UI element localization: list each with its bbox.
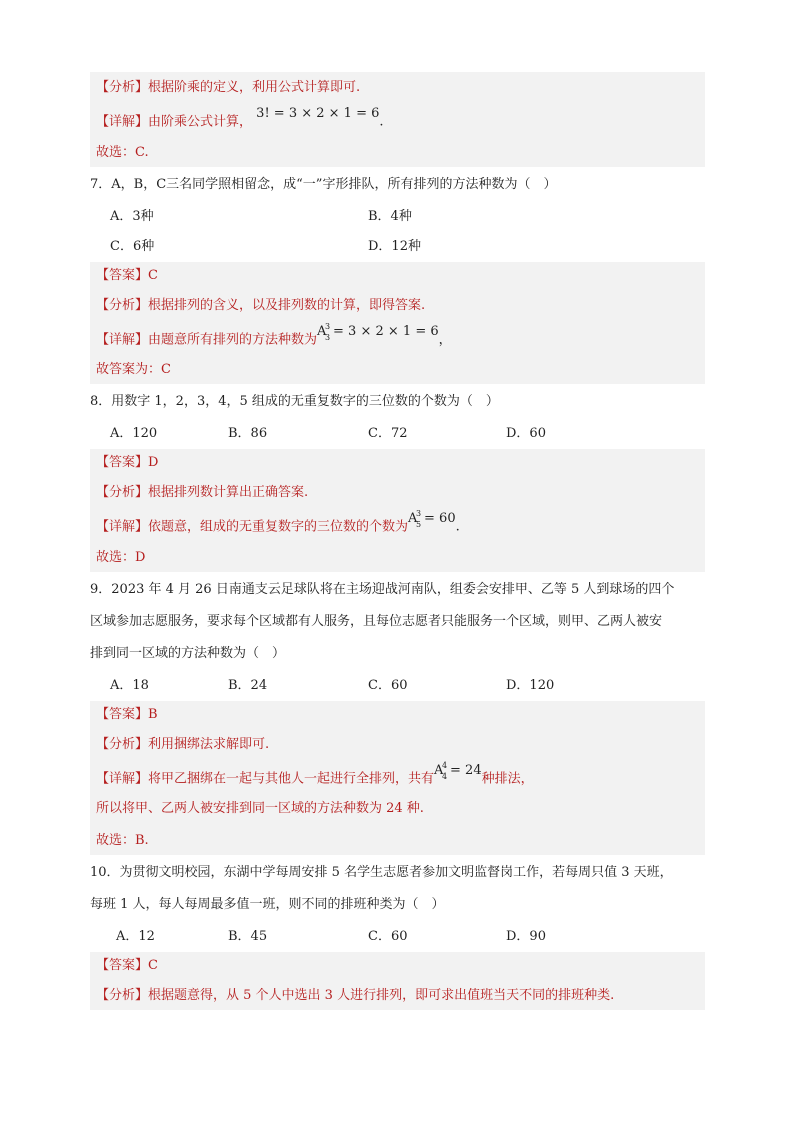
choice-line: 故选：C.	[96, 144, 149, 160]
q7-solution	[90, 262, 705, 385]
question-stem-line-3: 排到同一区域的方法种数为（ ）	[90, 645, 286, 661]
q9-solution	[90, 701, 705, 856]
option-d: D．120	[506, 677, 555, 693]
answer-value: C	[148, 958, 158, 973]
q8-solution	[90, 449, 705, 572]
permutation-formula	[408, 509, 456, 529]
analysis-text: 根据排列数计算出正确答案.	[148, 485, 309, 500]
option-d: D．90	[506, 929, 546, 944]
analysis-text: 利用捆绑法求解即可.	[148, 736, 270, 752]
option-c: C．60	[368, 929, 408, 944]
answer-tag: 【答案】	[96, 706, 149, 722]
detail-tag: 【详解】	[96, 114, 149, 130]
detail-tag: 【详解】	[96, 519, 149, 535]
q10-solution	[90, 952, 705, 1010]
choice-line: 故答案为：C	[96, 362, 171, 377]
option-c: C．60	[368, 677, 408, 693]
perm-sup: 3	[325, 321, 331, 331]
formula-rest: = 3 × 2 × 1 = 6	[333, 323, 439, 339]
option-d: D．12种	[368, 238, 421, 254]
perm-sub: 4	[442, 771, 448, 781]
detail-tag: 【详解】	[96, 771, 149, 786]
options-row	[90, 925, 705, 945]
options-row	[90, 422, 705, 442]
detail-text: 将甲乙捆绑在一起与其他人一起进行全排列，共有	[148, 771, 435, 786]
factorial-formula: 3! = 3 × 2 × 1 = 6	[256, 106, 380, 121]
perm-base: A	[434, 762, 444, 778]
detail-end: ，	[438, 332, 452, 347]
question-stem-line-1: 10．为贯彻文明校园，东湖中学每周安排 5 名学生志愿者参加文明监督岗工作，若每周只值 3 天班，	[90, 865, 673, 880]
answer-value: D	[148, 455, 159, 470]
option-b: B．86	[228, 426, 268, 441]
answer-value: B	[148, 706, 158, 722]
question-stem-line-1: 9．2023 年 4 月 26 日南通支云足球队将在主场迎战河南队，组委会安排甲、乙等 5 人到球场的四个	[90, 581, 675, 597]
options-row-2	[90, 235, 705, 255]
option-c: C．6种	[110, 238, 155, 254]
detail-end: 种排法，	[481, 771, 534, 786]
detail-line-2: 所以将甲、乙两人被安排到同一区域的方法种数为 24 种.	[96, 801, 424, 816]
option-b: B．24	[228, 677, 268, 693]
detail-text: 依题意，组成的无重复数字的三位数的个数为	[148, 519, 409, 535]
options-row	[90, 674, 705, 694]
option-a: A．120	[110, 426, 158, 441]
question-stem-line-2: 区域参加志愿服务，要求每个区域都有人服务，且每位志愿者只能服务一个区域，则甲、乙两人被安	[90, 613, 663, 629]
perm-sup: 3	[416, 509, 422, 518]
option-a: A．12	[116, 929, 155, 944]
perm-sub: 3	[325, 332, 331, 342]
option-d: D．60	[506, 426, 546, 441]
detail-text: 由阶乘公式计算，	[148, 114, 253, 130]
permutation-formula	[434, 761, 482, 781]
analysis-text: 根据排列的含义，以及排列数的计算，即得答案.	[148, 297, 426, 313]
answer-value: C	[148, 267, 158, 283]
option-b: B．45	[228, 929, 268, 944]
formula-rest: = 60	[424, 511, 456, 526]
answer-tag: 【答案】	[96, 455, 149, 470]
option-b: B．4种	[368, 208, 412, 224]
question-stem: 8．用数字 1，2，3，4，5 组成的无重复数字的三位数的个数为（ ）	[90, 394, 499, 409]
document-page	[90, 72, 705, 1010]
detail-end: .	[455, 519, 460, 535]
choice-line: 故选：B.	[96, 833, 149, 848]
choice-line: 故选：D	[96, 549, 146, 565]
answer-tag: 【答案】	[96, 267, 149, 283]
perm-base: A	[317, 323, 327, 339]
question-stem: 7．A，B，C三名同学照相留念，成“一”字形排队，所有排列的方法种数为（ ）	[90, 176, 557, 192]
analysis-tag: 【分析】	[96, 485, 149, 500]
analysis-tag: 【分析】	[96, 297, 149, 313]
option-a: A．18	[110, 677, 149, 693]
option-a: A．3种	[110, 208, 154, 224]
perm-sup: 4	[442, 760, 448, 770]
analysis-text: 根据阶乘的定义，利用公式计算即可.	[148, 80, 361, 95]
analysis-tag: 【分析】	[96, 988, 149, 1003]
question-stem-line-2: 每班 1 人，每人每周最多值一班，则不同的排班种类为（ ）	[90, 897, 445, 912]
q6-solution	[90, 72, 705, 167]
option-c: C．72	[368, 426, 408, 441]
question-10	[90, 863, 705, 945]
formula-rest: = 24	[450, 762, 482, 778]
detail-tag: 【详解】	[96, 332, 149, 347]
question-9	[90, 580, 705, 694]
question-7	[90, 175, 705, 255]
detail-text: 由题意所有排列的方法种数为	[148, 332, 318, 347]
permutation-formula	[317, 322, 439, 342]
answer-tag: 【答案】	[96, 958, 149, 973]
detail-end: .	[379, 114, 384, 130]
perm-sub: 5	[416, 520, 422, 529]
analysis-tag: 【分析】	[96, 736, 149, 752]
analysis-tag: 【分析】	[96, 80, 149, 95]
analysis-text: 根据题意得，从 5 个人中选出 3 人进行排列，即可求出值班当天不同的排班种类.	[148, 988, 615, 1003]
question-8	[90, 392, 705, 442]
perm-base: A	[408, 511, 418, 526]
options-row-1	[90, 205, 705, 225]
